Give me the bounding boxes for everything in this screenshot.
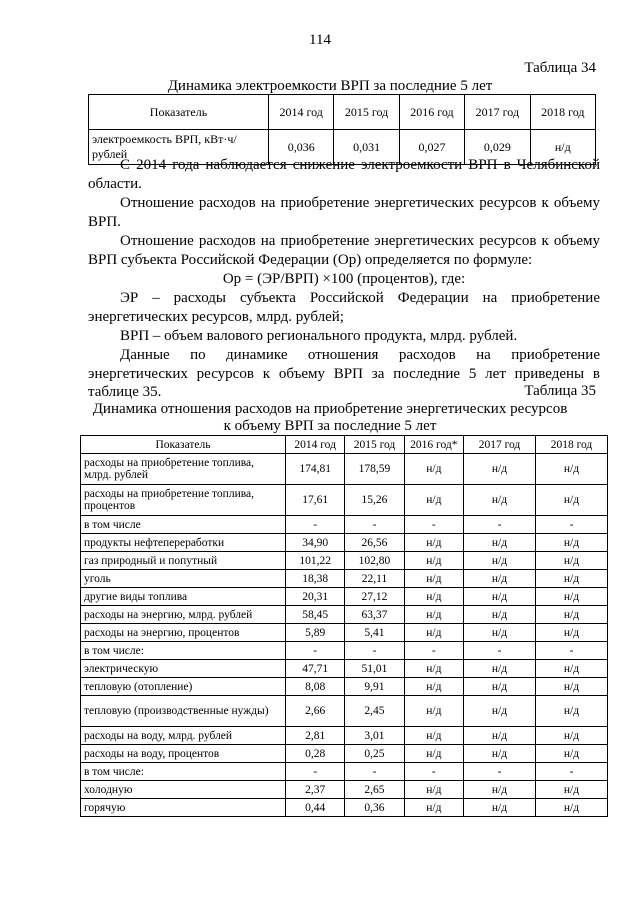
cell-value: 0,031 [334,130,399,165]
table-35-header-cell: 2016 год* [404,436,463,454]
cell-value: н/д [404,696,463,727]
cell-value: 0,44 [286,799,345,817]
row-label: в том числе: [81,642,286,660]
cell-value: - [286,642,345,660]
row-label: тепловую (производственные нужды) [81,696,286,727]
table-35 [80,435,608,817]
cell-value: н/д [464,588,536,606]
cell-value: 9,91 [345,678,404,696]
table-35-title-line1: Динамика отношения расходов на приобретение энергетических ресурсов [92,401,568,417]
table-row [81,516,608,534]
cell-value: н/д [404,799,463,817]
cell-value: н/д [404,745,463,763]
page-number: 114 [309,32,331,48]
cell-value: - [286,763,345,781]
cell-value: 63,37 [345,606,404,624]
cell-value: н/д [464,570,536,588]
table-row [81,745,608,763]
table-row [81,696,608,727]
cell-value: 17,61 [286,485,345,516]
table-row [81,678,608,696]
formula: Oр = (ЭР/ВРП) ×100 (процентов), где: [222,271,466,287]
cell-value: н/д [404,606,463,624]
cell-value: 0,36 [345,799,404,817]
paragraph-4: ЭР – расходы субъекта Российской Федерации на приобретение энергетических ресурсов, млрд. рублей; [88,290,600,325]
cell-value: 58,45 [286,606,345,624]
cell-value: н/д [404,727,463,745]
cell-value: 102,80 [345,552,404,570]
table-34-header-cell: 2014 год [269,95,334,130]
row-label: расходы на энергию, процентов [81,624,286,642]
row-label: расходы на приобретение топлива, млрд. рублей [81,454,286,485]
cell-value: н/д [464,624,536,642]
row-label: расходы на приобретение топлива, процентов [81,485,286,516]
cell-value: 0,027 [399,130,464,165]
cell-value: 47,71 [286,660,345,678]
table-row [81,660,608,678]
table-35-header-cell: 2014 год [286,436,345,454]
table-row [81,642,608,660]
cell-value: 2,45 [345,696,404,727]
cell-value: - [404,516,463,534]
cell-value: н/д [464,678,536,696]
table-row [81,727,608,745]
cell-value: - [404,642,463,660]
cell-value: 2,81 [286,727,345,745]
row-label: в том числе [81,516,286,534]
cell-value: - [464,763,536,781]
cell-value: 20,31 [286,588,345,606]
cell-value: 0,029 [465,130,530,165]
paragraph-2: Отношение расходов на приобретение энергетических ресурсов к объему ВРП. [88,195,600,230]
table-34-header-row [89,95,596,130]
cell-value: - [404,763,463,781]
paragraph-3: Отношение расходов на приобретение энергетических ресурсов к объему ВРП субъекта Российской Федерации (Oр) определяется по формуле: [88,233,600,268]
cell-value: 22,11 [345,570,404,588]
table-35-label: Таблица 35 [524,383,596,399]
cell-value: н/д [464,534,536,552]
cell-value: н/д [464,727,536,745]
cell-value: н/д [404,678,463,696]
cell-value: н/д [404,624,463,642]
cell-value: 101,22 [286,552,345,570]
row-label: газ природный и попутный [81,552,286,570]
cell-value: н/д [404,485,463,516]
cell-value: н/д [536,660,608,678]
cell-value: 26,56 [345,534,404,552]
row-label: электрическую [81,660,286,678]
cell-value: 3,01 [345,727,404,745]
cell-value: - [345,763,404,781]
cell-value: 8,08 [286,678,345,696]
row-label: расходы на энергию, млрд. рублей [81,606,286,624]
cell-value: н/д [536,696,608,727]
cell-value: 2,66 [286,696,345,727]
cell-value: н/д [536,534,608,552]
cell-value: - [536,516,608,534]
paragraph-5: ВРП – объем валового регионального продукта, млрд. рублей. [120,328,518,344]
table-34 [88,94,596,165]
table-row [81,454,608,485]
table-34-header-cell: 2015 год [334,95,399,130]
cell-value: н/д [536,624,608,642]
cell-value: - [464,516,536,534]
cell-value: н/д [530,130,595,165]
cell-value: н/д [536,588,608,606]
row-label: другие виды топлива [81,588,286,606]
row-label: расходы на воду, млрд. рублей [81,727,286,745]
table-35-title-line2: к объему ВРП за последние 5 лет [223,418,437,434]
cell-value: н/д [536,799,608,817]
cell-value: н/д [404,552,463,570]
cell-value: н/д [464,745,536,763]
table-35-header-cell: 2018 год [536,436,608,454]
cell-value: 5,89 [286,624,345,642]
table-row [81,534,608,552]
table-row [81,570,608,588]
cell-value: н/д [536,606,608,624]
cell-value: 27,12 [345,588,404,606]
cell-value: н/д [404,534,463,552]
cell-value: - [536,763,608,781]
table-row [81,588,608,606]
row-label: тепловую (отопление) [81,678,286,696]
cell-value: н/д [404,588,463,606]
table-35-header-row [81,436,608,454]
table-row [81,781,608,799]
cell-value: н/д [536,727,608,745]
paragraph-1: С 2014 года наблюдается снижение электроемкости ВРП в Челябинской области. [88,157,600,192]
cell-value: н/д [536,678,608,696]
table-34-header-cell: Показатель [89,95,269,130]
table-35-header-cell: 2015 год [345,436,404,454]
paragraph-6: Данные по динамике отношения расходов на приобретение энергетических ресурсов к объему ВРП за последние 5 лет приведены в таблице 35. [88,347,600,401]
table-row [81,763,608,781]
cell-value: н/д [464,799,536,817]
cell-value: - [286,516,345,534]
cell-value: - [536,642,608,660]
cell-value: н/д [464,606,536,624]
cell-value: - [345,642,404,660]
cell-value: 0,036 [269,130,334,165]
table-row [81,606,608,624]
cell-value: н/д [536,745,608,763]
table-34-header-cell: 2016 год [399,95,464,130]
cell-value: н/д [404,660,463,678]
table-34-header-cell: 2017 год [465,95,530,130]
cell-value: н/д [536,781,608,799]
cell-value: 5,41 [345,624,404,642]
row-label: продукты нефтепереработки [81,534,286,552]
cell-value: 2,37 [286,781,345,799]
cell-value: н/д [464,781,536,799]
cell-value: н/д [464,485,536,516]
row-label: в том числе: [81,763,286,781]
table-34-header-cell: 2018 год [530,95,595,130]
cell-value: 174,81 [286,454,345,485]
table-34-title: Динамика электроемкости ВРП за последние 5 лет [167,78,493,94]
cell-value: н/д [536,454,608,485]
cell-value: - [464,642,536,660]
cell-value: н/д [464,454,536,485]
cell-value: 2,65 [345,781,404,799]
row-label: холодную [81,781,286,799]
table-34-label: Таблица 34 [524,60,596,76]
cell-value: 18,38 [286,570,345,588]
row-label: уголь [81,570,286,588]
cell-value: 178,59 [345,454,404,485]
table-35-header-cell: 2017 год [464,436,536,454]
cell-value: н/д [464,696,536,727]
cell-value: - [345,516,404,534]
cell-value: н/д [464,660,536,678]
cell-value: н/д [536,570,608,588]
table-row [81,552,608,570]
cell-value: 51,01 [345,660,404,678]
cell-value: 15,26 [345,485,404,516]
cell-value: н/д [536,552,608,570]
table-row [81,799,608,817]
row-label: расходы на воду, процентов [81,745,286,763]
cell-value: н/д [404,454,463,485]
table-row [81,485,608,516]
row-label: горячую [81,799,286,817]
table-row [81,624,608,642]
cell-value: 0,25 [345,745,404,763]
cell-value: н/д [404,570,463,588]
cell-value: н/д [404,781,463,799]
cell-value: 34,90 [286,534,345,552]
cell-value: н/д [536,485,608,516]
cell-value: 0,28 [286,745,345,763]
cell-value: н/д [464,552,536,570]
table-35-header-cell: Показатель [81,436,286,454]
row-label: электроемкость ВРП, кВт·ч/ рублей [89,130,269,165]
